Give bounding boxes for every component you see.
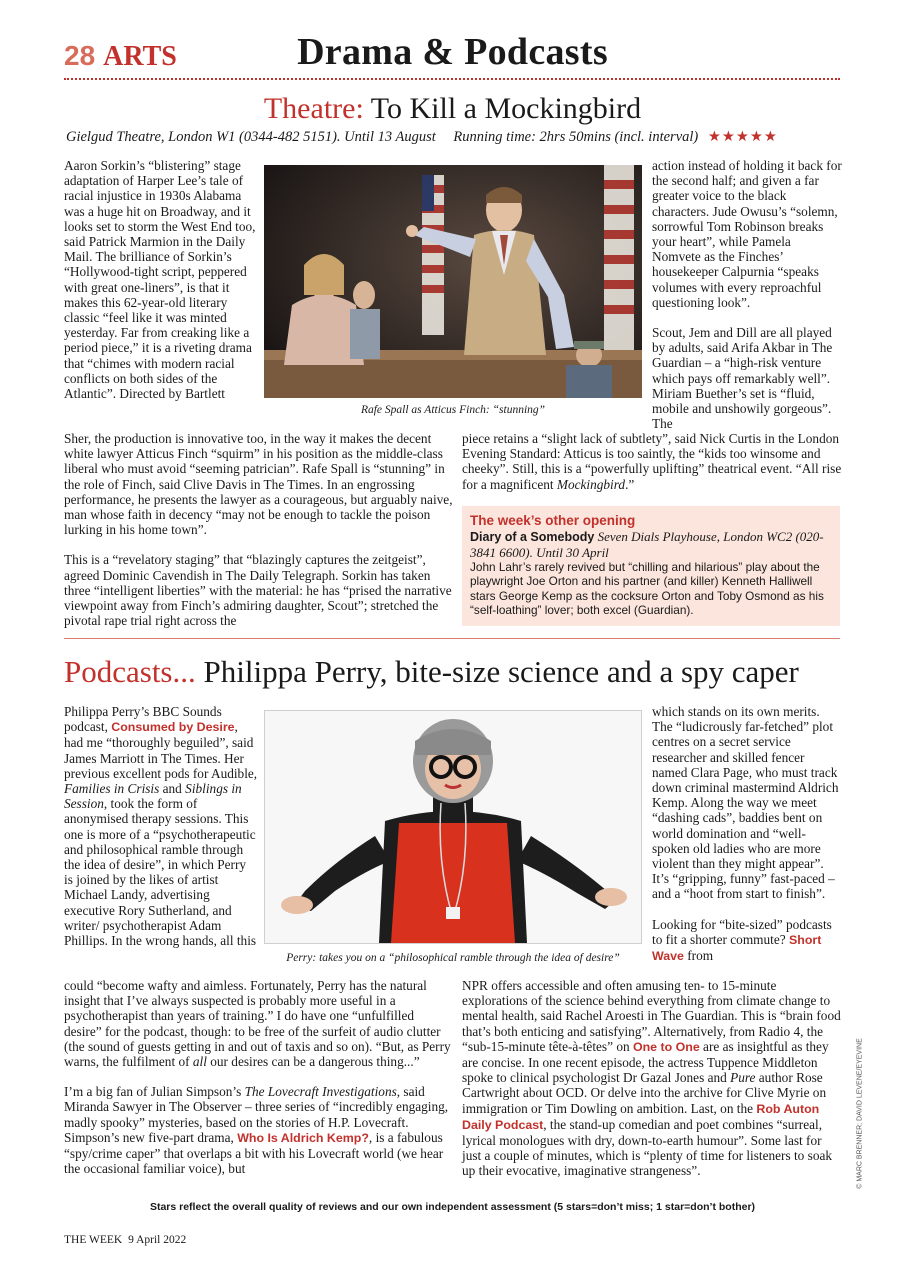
section-divider	[64, 638, 840, 639]
text-run: , took the form of anonymised therapy sessions. This one is more of a “psychotherapeutic and philosophical ramble through the idea of desire”, in which Perry is joined by the likes of artist Michael Landy, advertising executive Rory Sutherland, and writer/ psychotherapist Adam Phillips. In the wrong hands, all this	[64, 796, 257, 949]
podcast-left-wide	[64, 978, 454, 1191]
text-run: are as insightful as they are concise. In one recent episode, the actress Tuppence Middleton spoke to clinical psychologist Dr Gazal Jones and	[462, 1038, 829, 1086]
podcasts-label: Podcasts...	[64, 654, 196, 689]
theatre-right-wide	[462, 431, 842, 492]
text-run: piece retains a “slight lack of subtlety”, said Nick Curtis in the London Evening Standard: Atticus is too saintly, the “kids too winsome and cheeky”. Still, this is a “powerfully uplifting” theatrical event. “All rise for a magnificent	[462, 431, 842, 492]
stars-note: Stars reflect the overall quality of reviews and our own independent assessment (5 stars=don’t miss; 1 star=don’t bother)	[149, 1201, 756, 1213]
text-run-italic: The Lovecraft Investigations	[244, 1084, 397, 1100]
other-opening-body: John Lahr’s rarely revived but “chilling and hilarious” play about the playwright Joe Orton and his partner (and killer) Kenneth Halliwell stars George Kemp as the cocksure Orton and Toby Osmond as his “self-loathing” lover; both excel (Guardian).	[470, 560, 824, 618]
star-rating: ★★★★★	[707, 129, 778, 145]
podcast-link-rob-auton-daily-podcast[interactable]: Rob Auton Daily Podcast	[462, 1101, 820, 1132]
podcast-left-column	[64, 704, 258, 948]
show-venue: Seven Dials Playhouse, London WC2 (020-3841 6600). Until 30 April	[470, 529, 824, 560]
venue-info: Gielgud Theatre, London W1 (0344-482 5151). Until 13 August	[66, 129, 436, 145]
other-opening-heading: The week’s other opening	[470, 513, 636, 528]
photo-credit: © MARC BRENNER; DAVID LEVENE/EYEVINE	[856, 1038, 864, 1189]
text-run-italic: Siblings in Session	[64, 781, 242, 812]
theatre-label: Theatre:	[263, 92, 364, 125]
podcast-right-wide	[462, 978, 844, 1179]
other-opening-box	[462, 506, 840, 626]
page-number: 28	[64, 40, 96, 71]
text-run: , said Miranda Sawyer in The Observer – three series of “incredibly engaging, madly spooky” mysteries, based on the stories of H.P. Lovecraft. Simpson’s new five-part drama,	[64, 1084, 449, 1145]
page-title: Drama & Podcasts	[297, 31, 608, 73]
podcasts-title: Philippa Perry, bite-size science and a spy caper	[203, 654, 799, 689]
theatre-title: To Kill a Mockingbird	[370, 92, 642, 125]
text-run-italic: all	[192, 1054, 207, 1070]
text-run: I’m a big fan of Julian Simpson’s	[64, 1084, 245, 1100]
text-run: Looking for “bite-sized” podcasts to fit a shorter commute?	[652, 916, 832, 947]
theatre-info-line	[66, 129, 841, 146]
text-run-italic: Mockingbird	[556, 476, 626, 492]
text-run: our desires can be a dangerous thing...”	[206, 1054, 420, 1070]
magazine-name: THE WEEK	[64, 1234, 123, 1246]
paragraph	[64, 1084, 454, 1176]
text-run-italic: Pure	[730, 1070, 756, 1086]
text-run: , the stand-up comedian and poet combines “surreal, lyrical monologues with dry, down-to-earth humour”. Some last for just a couple of minutes, which is “plenty of time for listeners to soak up their evocative, imaginative strangeness”.	[462, 1116, 833, 1179]
text-run: could “become wafty and aimless. Fortunately, Perry has the natural insight that I’ve always suspected is probably more useful in a psychotherapist than years of training.” I do have one “unfulfilled desire” for the podcast, though: to be free of the surfeit of audio clutter (the sound of guests getting in and out of taxis and so on). “But, as Perry warns, the fulfilment of	[64, 978, 451, 1070]
footer-issue	[64, 1234, 186, 1246]
theatre-right-column	[652, 158, 842, 446]
paragraph: Scout, Jem and Dill are all played by adults, said Arifa Akbar in The Guardian – a “high-risk venture which pays off remarkably well”. Miriam Buether’s set is “fluid, mobile and unshowily gorgeous”. The	[652, 325, 833, 432]
theatre-headline	[0, 92, 905, 126]
text-run: from	[683, 948, 714, 964]
text-run: and	[159, 781, 186, 797]
section-name: ARTS	[103, 41, 177, 72]
theatre-left-wide	[64, 431, 454, 643]
theatre-left-column: Aaron Sorkin’s “blistering” stage adaptation of Harper Lee’s tale of racial injustice in 1930s Alabama was a huge hit on Broadway, and it looks set to storm the West End too, said Patrick Marmion in the Daily Mail. The brilliance of Sorkin’s “Hollywood-tight script, peppered with great one-liners”, is that it makes this 62-year-old literary classic “feel like it was minted yesterday. Far from creaking like a period piece,” it is a riveting drama that “chimes with modern racial conflicts on both sides of the Atlantic”. Directed by Bartlett	[64, 158, 256, 402]
podcast-link-who-is-aldrich-kemp[interactable]: Who Is Aldrich Kemp?	[237, 1130, 369, 1145]
podcast-link-one-to-one[interactable]: One to One	[632, 1039, 700, 1054]
issue-date: 9 April 2022	[128, 1234, 187, 1246]
text-run: , had me “thoroughly beguiled”, said James Marriott in The Times. Her previous excellent pods for Audible,	[64, 719, 258, 781]
text-run: , is a fabulous “spy/crime caper” that overlaps a bit with his Lovecraft world (we hear the occasional familiar voice), but	[64, 1129, 444, 1177]
text-run: NPR offers accessible and often amusing ten- to 15-minute explorations of the science behind everything from climate change to mental health, said Rachel Aroesti in The Guardian. This is “brain food that’s both enticing and satisfying”. Alternatively, from Radio 4, the “sub-15-minute tête-à-têtes” on	[462, 978, 841, 1054]
text-run-italic: Families in Crisis	[64, 781, 160, 797]
podcast-link-consumed-by-desire[interactable]: Consumed by Desire	[111, 720, 235, 735]
text-run: Philippa Perry’s BBC Sounds podcast,	[64, 704, 222, 735]
paragraph	[652, 917, 842, 965]
theatre-photo-caption: Rafe Spall as Atticus Finch: “stunning”	[360, 404, 546, 416]
theatre-photo	[264, 165, 642, 398]
paragraph: action instead of holding it back for the second half; and given a far greater voice to the black characters. Jude Owusu’s “solemn, sorrowful Tom Robinson breaks your heart”, while Pamela Nomvete as the Finches’ housekeeper Calpurnia “speaks volumes with every reproachful questioning look”.	[652, 158, 842, 310]
podcasts-headline	[64, 654, 864, 690]
podcast-photo	[264, 710, 642, 944]
paragraph	[64, 978, 454, 1069]
podcast-link-short-wave[interactable]: Short Wave	[652, 932, 822, 964]
paragraph: which stands on its own merits. The “ludicrously far-fetched” plot centres on a secret service researcher and skilled fencer named Clara Page, who must track down criminal mastermind Aldrich Kemp. Along the way we meet “dashing cads”, baddies bent on world domination and “well-spoken old ladies who are more violent than they might appear”. It’s “gripping, funny” fast-paced – and a “hoot from start to finish”.	[652, 704, 839, 902]
podcast-right-column	[652, 704, 842, 979]
paragraph: This is a “revelatory staging” that “blazingly captures the zeitgeist”, agreed Dominic Cavendish in The Daily Telegraph. Sorkin has taken three “intelligent liberties” with the material: he has “prised the narrative viewpoint away from Finch’s admiring daughter, Scout”; stretched the pivotal rape trial right across the	[64, 552, 452, 629]
text-run: .”	[625, 476, 635, 492]
header-divider	[64, 78, 840, 80]
show-title: Diary of a Somebody	[470, 530, 595, 544]
podcast-photo-caption: Perry: takes you on a “philosophical ramble through the idea of desire”	[286, 952, 620, 964]
paragraph: Sher, the production is innovative too, in the way it makes the decent white lawyer Atticus Finch “squirm” in his position as the middle-class liberal who must avoid “seeming patrician”. Rafe Spall is “stunning” in the role of Finch, said Clive Davis in The Times. In an engrossing performance, he presents the lawyer as a courageous, but arguably naive, man whose faith in decency “may not be enough to tackle the poison lurking in his home town”.	[64, 431, 453, 538]
text-run: author Rose Cartwright about OCD. Or delve into the archive for Clive Myrie on immigration or Tim Dowling on ambition. Last, on the	[462, 1070, 827, 1116]
running-time: Running time: 2hrs 50mins (incl. interval)	[453, 129, 699, 145]
